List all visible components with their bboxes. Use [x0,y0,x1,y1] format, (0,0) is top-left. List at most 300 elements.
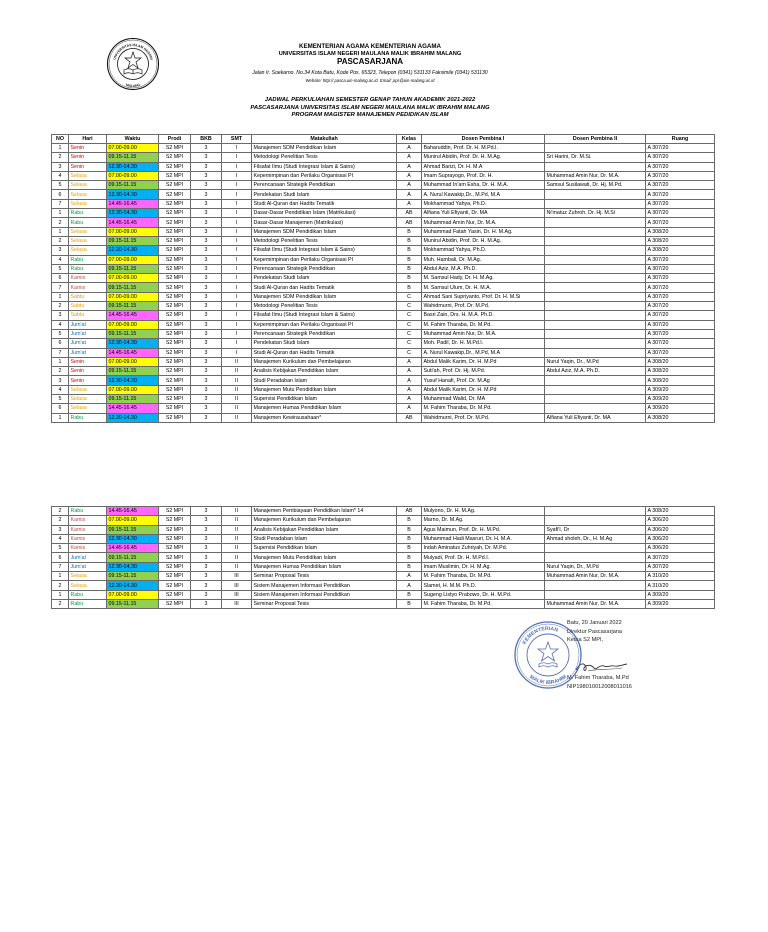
cell-prodi: S2 MPI [159,302,191,311]
cell-bkb: 3 [191,227,222,236]
cell-matakuliah: Seminar Proposal Tesis [252,599,397,608]
cell-hari: Selasa [69,572,107,581]
cell-hari: Jum'at [69,339,107,348]
schedule-row [52,534,715,543]
cell-matakuliah: Studi Peradaban Islam [252,376,397,385]
schedule-row [52,385,715,394]
schedule-row [52,395,715,404]
cell-ruang: A 308/20 [646,236,715,245]
cell-matakuliah: Filsafat Ilmu (Studi Integrasi Islam & Sains) [252,246,397,255]
cell-waktu: 07.00-09.00 [107,516,159,525]
cell-dosen-pembina-2 [545,339,646,348]
cell-dosen-pembina-2 [545,190,646,199]
cell-bkb: 3 [191,311,222,320]
cell-ruang: A 309/20 [646,590,715,599]
cell-smt: II [222,404,252,413]
cell-waktu: 12.30-14.30 [107,209,159,218]
header-prodi: Prodi [159,135,191,144]
schedule-row [52,348,715,357]
cell-hari: Selasa [69,385,107,394]
cell-hari: Selasa [69,395,107,404]
cell-matakuliah: Manajemen SDM Pendidikan Islam [252,144,397,153]
cell-kelas: A [397,190,422,199]
cell-kelas: A [397,199,422,208]
cell-ruang: A 308/20 [646,367,715,376]
cell-dosen-pembina-2: Sri Harini, Dr. M.Si. [545,153,646,162]
cell-hari: Selasa [69,171,107,180]
cell-prodi: S2 MPI [159,562,191,571]
cell-bkb: 3 [191,329,222,338]
schedule-table-2 [51,506,715,609]
cell-dosen-pembina-1: Mokhammad Yahya, Ph.D. [422,199,545,208]
cell-smt: I [222,302,252,311]
cell-matakuliah: Filsafat Ilmu (Studi Integrasi Islam & Sains) [252,162,397,171]
cell-ruang: A 307/20 [646,171,715,180]
cell-hari: Selasa [69,246,107,255]
cell-kelas: A [397,162,422,171]
svg-text:UNIVERSITAS ISLAM NEGERI: UNIVERSITAS ISLAM NEGERI [112,42,154,61]
cell-dosen-pembina-1: Ahmad Barizi, Dr. H. M.A [422,162,545,171]
header-bkb: BKB [191,135,222,144]
cell-hari: Selasa [69,227,107,236]
cell-dosen-pembina-1: Abdul Aziz, M.A. Ph.D. [422,264,545,273]
cell-bkb: 3 [191,264,222,273]
cell-matakuliah: Manajemen Mutu Pendidikan Islam [252,385,397,394]
cell-dosen-pembina-1: Munirul Abidin, Prof. Dr. H. M.Ag. [422,236,545,245]
schedule-row [52,292,715,301]
cell-smt: I [222,190,252,199]
stamp-emblem-icon [538,642,558,667]
schedule-row [52,590,715,599]
cell-bkb: 3 [191,218,222,227]
cell-prodi: S2 MPI [159,153,191,162]
cell-dosen-pembina-2: Muhammad Amin Nur, Dr. M.A. [545,599,646,608]
cell-kelas: C [397,329,422,338]
cell-bkb: 3 [191,572,222,581]
cell-kelas: A [397,385,422,394]
cell-waktu: 09.15-11.15 [107,525,159,534]
cell-bkb: 3 [191,162,222,171]
cell-dosen-pembina-2: Syafi'I, Dr [545,525,646,534]
cell-prodi: S2 MPI [159,590,191,599]
cell-ruang: A 306/20 [646,534,715,543]
cell-ruang: A 307/20 [646,302,715,311]
cell-waktu: 09.15-11.15 [107,264,159,273]
address-line: Jalan Ir. Soekarno. No.34 Kota Batu, Kode Pos. 65323, Telepon (0341) 531133 Faksimile (0341) 531130 [252,70,488,76]
cell-no: 5 [52,329,69,338]
cell-kelas: A [397,367,422,376]
cell-dosen-pembina-1: Muhammad Hadi Masruri, Dr. H. M.A. [422,534,545,543]
website-line: Website: http:// pasca.uin-malang.ac.id. Email: pps@uin-malang.ac.id [305,78,435,83]
cell-prodi: S2 MPI [159,572,191,581]
schedule-row [52,376,715,385]
schedule-row [52,199,715,208]
cell-matakuliah: Supervisi Pendidikan Islam [252,544,397,553]
cell-dosen-pembina-2 [545,376,646,385]
cell-prodi: S2 MPI [159,190,191,199]
cell-prodi: S2 MPI [159,264,191,273]
cell-matakuliah: Pendekatan Studi Islam [252,190,397,199]
cell-prodi: S2 MPI [159,292,191,301]
cell-hari: Senin [69,367,107,376]
cell-smt: II [222,367,252,376]
cell-matakuliah: Pendekatan Studi Islam [252,339,397,348]
cell-smt: I [222,264,252,273]
cell-dosen-pembina-1: Alfiana Yuli Efiyanti, Dr. MA [422,209,545,218]
cell-no: 3 [52,311,69,320]
cell-matakuliah: Manajemen Kewirausahaan* [252,413,397,422]
cell-hari: Rabu [69,507,107,516]
cell-smt: I [222,311,252,320]
cell-hari: Kamis [69,283,107,292]
cell-hari: Rabu [69,218,107,227]
cell-kelas: B [397,590,422,599]
cell-bkb: 3 [191,283,222,292]
cell-ruang: A 308/20 [646,227,715,236]
cell-ruang: A 306/20 [646,525,715,534]
cell-waktu: 09.15-11.15 [107,283,159,292]
cell-dosen-pembina-1: Yusuf Hanafi, Prof. Dr. M.Ag [422,376,545,385]
header-matakuliah: Matakuliah [252,135,397,144]
cell-bkb: 3 [191,236,222,245]
schedule-row [52,209,715,218]
cell-bkb: 3 [191,320,222,329]
cell-waktu: 09.15-11.15 [107,572,159,581]
cell-no: 7 [52,348,69,357]
cell-bkb: 3 [191,413,222,422]
cell-kelas: B [397,236,422,245]
cell-ruang: A 308/20 [646,507,715,516]
cell-waktu: 12.30-14.30 [107,246,159,255]
cell-matakuliah: Kepemimpinan dan Perilaku Organisasi PI [252,255,397,264]
cell-prodi: S2 MPI [159,320,191,329]
schedule-row [52,599,715,608]
cell-kelas: B [397,246,422,255]
cell-dosen-pembina-1: Muhammad Amin Nur, Dr. M.A. [422,329,545,338]
cell-prodi: S2 MPI [159,599,191,608]
header-waktu: Waktu [107,135,159,144]
cell-waktu: 07.00-09.00 [107,385,159,394]
cell-hari: Kamis [69,544,107,553]
cell-bkb: 3 [191,367,222,376]
cell-kelas: B [397,255,422,264]
cell-no: 6 [52,339,69,348]
cell-bkb: 3 [191,348,222,357]
cell-ruang: A 307/20 [646,562,715,571]
cell-ruang: A 309/20 [646,385,715,394]
cell-dosen-pembina-1: Muhammad In'am Esha, Dr. H. M.A. [422,181,545,190]
cell-prodi: S2 MPI [159,534,191,543]
document-subtitle: PASCASARJANA UNIVERSITAS ISLAM NEGERI MAULANA MALIK IBRAHIM MALANG [250,105,490,111]
cell-dosen-pembina-1: Mokhammad Yahya, Ph.D. [422,246,545,255]
cell-prodi: S2 MPI [159,218,191,227]
cell-waktu: 09.15-11.15 [107,302,159,311]
schedule-row [52,357,715,366]
cell-matakuliah: Studi Al-Quran dan Hadits Tematik [252,283,397,292]
cell-prodi: S2 MPI [159,274,191,283]
schedule-row [52,181,715,190]
cell-ruang: A 307/20 [646,339,715,348]
cell-hari: Selasa [69,190,107,199]
cell-dosen-pembina-1: A. Nurul Kawakip,Dr., M.Pd, M.A [422,190,545,199]
cell-dosen-pembina-2 [545,348,646,357]
cell-smt: III [222,599,252,608]
cell-waktu: 12.30-14.30 [107,339,159,348]
cell-kelas: A [397,395,422,404]
cell-ruang: A 308/20 [646,413,715,422]
cell-waktu: 14.45-16.45 [107,218,159,227]
cell-ruang: A 309/20 [646,395,715,404]
cell-kelas: A [397,357,422,366]
cell-smt: II [222,562,252,571]
cell-dosen-pembina-1: M. Fahim Tharaba, Dr. M.Pd. [422,599,545,608]
cell-prodi: S2 MPI [159,553,191,562]
cell-waktu: 07.00-09.00 [107,357,159,366]
cell-prodi: S2 MPI [159,255,191,264]
cell-kelas: A [397,376,422,385]
cell-ruang: A 308/20 [646,376,715,385]
schedule-row [52,246,715,255]
cell-waktu: 09.15-11.15 [107,599,159,608]
cell-no: 3 [52,376,69,385]
cell-ruang: A 307/20 [646,181,715,190]
cell-waktu: 09.15-11.15 [107,236,159,245]
schedule-row [52,544,715,553]
cell-bkb: 3 [191,562,222,571]
schedule-row [52,413,715,422]
schedule-row [52,367,715,376]
cell-dosen-pembina-1: Muhammad Fatah Yasin, Dr. H. M.Ag. [422,227,545,236]
cell-bkb: 3 [191,274,222,283]
cell-smt: III [222,590,252,599]
cell-kelas: B [397,227,422,236]
cell-dosen-pembina-2 [545,385,646,394]
cell-kelas: A [397,153,422,162]
university-name: UNIVERSITAS ISLAM NEGERI MAULANA MALIK IBRAHIM MALANG [278,51,462,57]
cell-kelas: C [397,339,422,348]
cell-no: 6 [52,404,69,413]
cell-bkb: 3 [191,181,222,190]
cell-prodi: S2 MPI [159,385,191,394]
faculty-name: PASCASARJANA [336,57,404,66]
cell-bkb: 3 [191,190,222,199]
cell-dosen-pembina-2 [545,227,646,236]
cell-bkb: 3 [191,525,222,534]
cell-kelas: A [397,572,422,581]
cell-dosen-pembina-1: Imam Suprayogo, Prof. Dr. H. [422,171,545,180]
cell-dosen-pembina-1: M. Fahim Tharaba, Dr. M.Pd. [422,404,545,413]
signatory-nip: NIP198010012008011016 [567,684,632,690]
cell-dosen-pembina-2 [545,162,646,171]
cell-no: 2 [52,507,69,516]
cell-smt: I [222,181,252,190]
cell-hari: Rabu [69,413,107,422]
cell-dosen-pembina-2: Ahmad sholeh, Dr., H. M.Ag [545,534,646,543]
cell-no: 5 [52,544,69,553]
cell-dosen-pembina-1: Wahidmurni, Prof. Dr. M.Pd. [422,413,545,422]
cell-dosen-pembina-2 [545,507,646,516]
cell-hari: Senin [69,153,107,162]
cell-no: 3 [52,162,69,171]
signatory-name: M. Fahim Tharaba, M.Pd [567,675,629,681]
header-dosen-pembina-1: Dosen Pembina I [422,135,545,144]
cell-hari: Kamis [69,516,107,525]
cell-waktu: 14.45-16.45 [107,199,159,208]
schedule-row [52,274,715,283]
cell-smt: I [222,274,252,283]
cell-smt: I [222,153,252,162]
cell-dosen-pembina-2 [545,320,646,329]
cell-no: 2 [52,236,69,245]
cell-kelas: B [397,264,422,273]
cell-bkb: 3 [191,544,222,553]
cell-no: 2 [52,581,69,590]
cell-dosen-pembina-2: Ni'matuz Zuhroh, Dr. Hj. M.Si [545,209,646,218]
cell-smt: I [222,255,252,264]
cell-matakuliah: Seminar Proposal Tesis [252,572,397,581]
cell-hari: Senin [69,162,107,171]
program-title: PROGRAM MAGISTER MANAJEMEN PEDIDIKAN ISLAM [291,112,449,118]
cell-no: 4 [52,534,69,543]
cell-prodi: S2 MPI [159,311,191,320]
cell-dosen-pembina-2 [545,395,646,404]
cell-bkb: 3 [191,339,222,348]
cell-kelas: AB [397,507,422,516]
cell-hari: Selasa [69,181,107,190]
cell-smt: I [222,199,252,208]
cell-dosen-pembina-2: Nurul Yaqin, Dr., M.Pd [545,562,646,571]
cell-bkb: 3 [191,599,222,608]
cell-kelas: AB [397,218,422,227]
cell-prodi: S2 MPI [159,329,191,338]
cell-dosen-pembina-2: Abdul Aziz, M.A. Ph.D. [545,367,646,376]
cell-prodi: S2 MPI [159,507,191,516]
schedule-row [52,581,715,590]
cell-smt: I [222,292,252,301]
cell-hari: Kamis [69,525,107,534]
cell-hari: Rabu [69,209,107,218]
cell-kelas: A [397,144,422,153]
cell-dosen-pembina-2 [545,404,646,413]
cell-smt: I [222,227,252,236]
cell-waktu: 07.00-09.00 [107,274,159,283]
schedule-row [52,329,715,338]
cell-dosen-pembina-2 [545,246,646,255]
cell-ruang: A 309/20 [646,599,715,608]
schedule-row [52,404,715,413]
cell-waktu: 14.45-16.45 [107,348,159,357]
cell-bkb: 3 [191,507,222,516]
cell-waktu: 14.45-16.45 [107,404,159,413]
cell-prodi: S2 MPI [159,162,191,171]
cell-prodi: S2 MPI [159,376,191,385]
cell-matakuliah: Manajemen Humas Pendidikan Islam [252,562,397,571]
cell-kelas: A [397,171,422,180]
cell-matakuliah: Studi Al-Quran dan Hadits Tematik [252,348,397,357]
cell-no: 4 [52,320,69,329]
cell-prodi: S2 MPI [159,339,191,348]
cell-matakuliah: Manajemen SDM Pendidikan Islam [252,227,397,236]
cell-kelas: A [397,181,422,190]
cell-smt: I [222,218,252,227]
header-ruang: Ruang [646,135,715,144]
cell-waktu: 12.30-14.30 [107,581,159,590]
cell-no: 4 [52,255,69,264]
cell-waktu: 09.15-11.15 [107,181,159,190]
cell-dosen-pembina-1: A. Nurul Kawakip,Dr., M.Pd, M.A [422,348,545,357]
cell-smt: II [222,413,252,422]
cell-smt: I [222,162,252,171]
cell-waktu: 07.00-09.00 [107,171,159,180]
cell-dosen-pembina-2: Muhammad Amin Nur, Dr. M.A. [545,572,646,581]
cell-no: 2 [52,516,69,525]
cell-hari: Senin [69,357,107,366]
cell-dosen-pembina-1: Slamet, H. M.M. Ph.D. [422,581,545,590]
cell-no: 1 [52,572,69,581]
cell-prodi: S2 MPI [159,395,191,404]
cell-ruang: A 307/20 [646,283,715,292]
svg-text:MALANG: MALANG [125,82,141,89]
cell-hari: Jum'at [69,553,107,562]
ministry-name: KEMENTERIAN AGAMA KEMENTERIAN AGAMA [299,43,441,50]
cell-smt: I [222,171,252,180]
cell-kelas: B [397,553,422,562]
cell-no: 3 [52,246,69,255]
cell-no: 3 [52,525,69,534]
cell-ruang: A 308/20 [646,357,715,366]
cell-no: 2 [52,302,69,311]
cell-no: 7 [52,562,69,571]
cell-hari: Jum'at [69,329,107,338]
cell-dosen-pembina-2 [545,274,646,283]
cell-bkb: 3 [191,292,222,301]
cell-prodi: S2 MPI [159,144,191,153]
cell-matakuliah: Kepemimpinan dan Perilaku Organisasi PI [252,320,397,329]
cell-kelas: AB [397,209,422,218]
cell-dosen-pembina-2 [545,283,646,292]
svg-text:MALIK IBRAHIM: MALIK IBRAHIM [528,674,568,687]
cell-dosen-pembina-1: Muh. Hambali, Dr. M.Ag. [422,255,545,264]
cell-kelas: B [397,516,422,525]
cell-bkb: 3 [191,590,222,599]
cell-dosen-pembina-2: Alfiana Yuli Efiyanti, Dr. MA [545,413,646,422]
svg-text:KEMENTERIAN: KEMENTERIAN [521,625,559,646]
cell-bkb: 3 [191,516,222,525]
cell-dosen-pembina-2 [545,144,646,153]
cell-matakuliah: Sistem Manajemen Informasi Pendidikan [252,581,397,590]
cell-matakuliah: Manajemen Kurikulum dan Pembelajaran [252,357,397,366]
cell-dosen-pembina-1: Basri Zain, Drs. H. M.A. Ph.D. [422,311,545,320]
cell-ruang: A 307/20 [646,329,715,338]
signature-role-director: Direktur Pascasarjana [567,629,623,635]
cell-prodi: S2 MPI [159,404,191,413]
schedule-row [52,507,715,516]
cell-prodi: S2 MPI [159,181,191,190]
cell-ruang: A 307/20 [646,190,715,199]
cell-dosen-pembina-2 [545,264,646,273]
cell-no: 1 [52,292,69,301]
schedule-row [52,562,715,571]
cell-hari: Sabtu [69,311,107,320]
cell-smt: II [222,376,252,385]
cell-smt: II [222,553,252,562]
cell-ruang: A 307/20 [646,292,715,301]
cell-prodi: S2 MPI [159,516,191,525]
cell-no: 5 [52,181,69,190]
cell-waktu: 12.30-14.30 [107,534,159,543]
cell-dosen-pembina-2 [545,302,646,311]
cell-smt: II [222,357,252,366]
